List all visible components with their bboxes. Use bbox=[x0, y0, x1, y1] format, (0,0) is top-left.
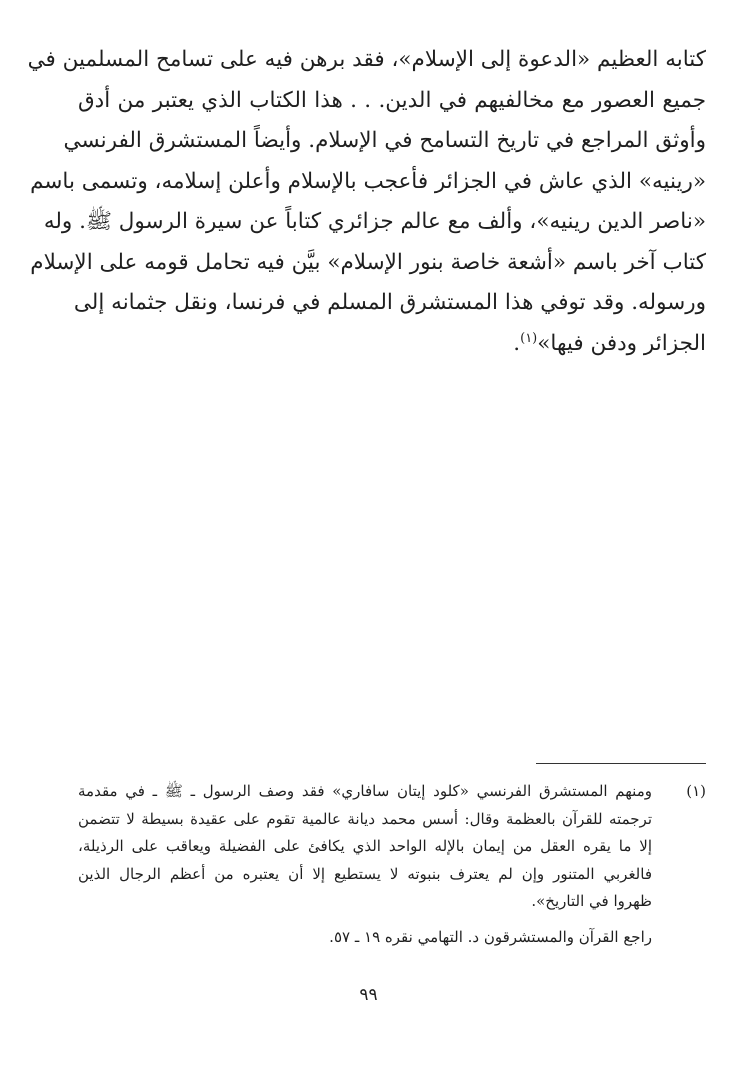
body-line-5: «ناصر الدين رينيه»، وألف مع عالم جزائري كتاباً عن سيرة الرسول ﷺ. وله bbox=[43, 209, 706, 234]
body-line-1: كتابه العظيم «الدعوة إلى الإسلام»، فقد برهن فيه على تسامح المسلمين في bbox=[27, 47, 706, 72]
body-text bbox=[27, 40, 706, 364]
footnote bbox=[78, 778, 706, 951]
footnote-line-1: ومنهم المستشرق الفرنسي «كلود إيتان سافاري» فقد وصف الرسول ـ ﷺ ـ في مقدمة bbox=[78, 782, 652, 800]
body-line-6: كتاب آخر باسم «أشعة خاصة بنور الإسلام» بيَّن فيه تحامل قومه على الإسلام bbox=[30, 249, 706, 275]
footnote-line-3: إلا ما يقره العقل من إيمان بالإله الواحد الذي يكافئ على الفضيلة ويعاقب على الرذيلة، bbox=[78, 837, 652, 855]
footnote-divider bbox=[536, 763, 706, 764]
footnote-line-2: ترجمته للقرآن بالعظمة وقال: أسس محمد ديانة عالمية تقوم على عقيدة بسيطة لا تتضمن bbox=[78, 809, 652, 828]
footnote-line-4: فالغربي المتنور وإن لم يعترف بنبوته لا يستطيع إلا أن يعتبره من أعظم الرجال الذين bbox=[78, 864, 652, 883]
footnote-body bbox=[78, 778, 652, 951]
body-line-8-text: الجزائر ودفن فيها» bbox=[537, 330, 706, 356]
body-line-7: ورسوله. وقد توفي هذا المستشرق المسلم في فرنسا، ونقل جثمانه إلى bbox=[73, 290, 706, 315]
footnote-source: راجع القرآن والمستشرقون د. التهامي نقره ١٩ ـ ٥٧. bbox=[329, 927, 652, 946]
body-line-8 bbox=[78, 324, 706, 365]
body-line-8-end: . bbox=[513, 330, 521, 356]
body-line-2: جميع العصور مع مخالفيهم في الدين. . . هذا الكتاب الذي يعتبر من أدق bbox=[78, 87, 706, 113]
page-number: ٩٩ bbox=[359, 985, 378, 1005]
footnote-marker: (١) bbox=[686, 782, 706, 800]
body-line-3: وأوثق المراجع في تاريخ التسامح في الإسلام. وأيضاً المستشرق الفرنسي bbox=[63, 128, 706, 153]
body-line-4: «رينيه» الذي عاش في الجزائر فأعجب بالإسلام وأعلن إسلامه، وتسمى باسم bbox=[30, 168, 706, 194]
footnote-reference: (١) bbox=[520, 330, 538, 346]
footnote-line-5: ظهروا في التاريخ». bbox=[531, 892, 652, 910]
